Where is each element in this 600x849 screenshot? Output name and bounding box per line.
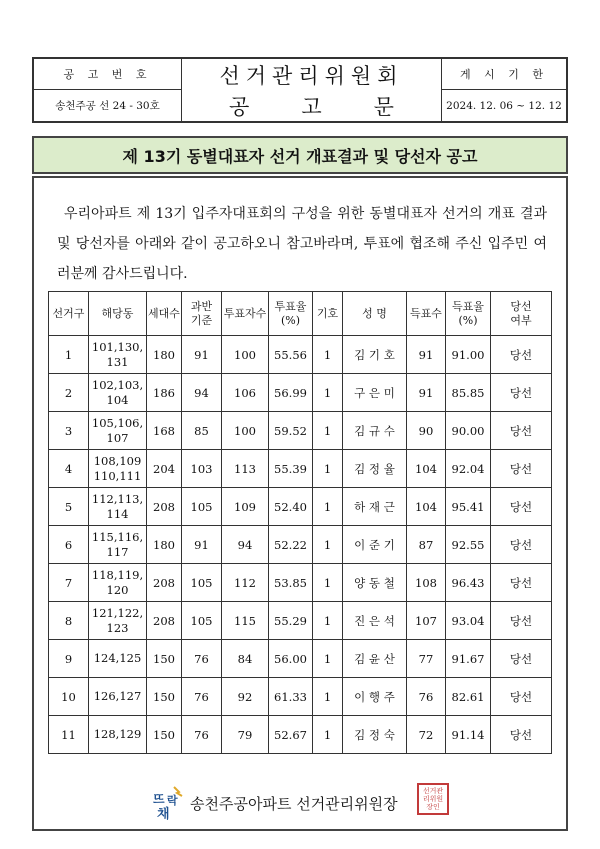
cell-name: 구 은 미 — [343, 374, 407, 412]
cell-result: 당선 — [491, 336, 552, 374]
svg-text:뜨: 뜨 — [153, 792, 165, 806]
apartment-logo-icon — [148, 783, 188, 823]
cell-rate: 92.55 — [446, 526, 491, 564]
cell-district: 10 — [49, 678, 89, 716]
cell-majority: 105 — [182, 564, 222, 602]
cell-dongs: 128,129 — [89, 716, 147, 754]
table-row — [49, 640, 552, 678]
cell-majority: 94 — [182, 374, 222, 412]
cell-majority: 105 — [182, 602, 222, 640]
seal-text: 선거관리위원장인 — [422, 787, 444, 811]
cell-votes: 104 — [407, 450, 446, 488]
cell-district: 2 — [49, 374, 89, 412]
document-type: 공 고 문 — [182, 90, 442, 121]
notice-header — [32, 57, 568, 123]
cell-name: 하 재 근 — [343, 488, 407, 526]
cell-symbol: 1 — [313, 564, 343, 602]
cell-rate: 91.67 — [446, 640, 491, 678]
cell-result: 당선 — [491, 488, 552, 526]
cell-majority: 103 — [182, 450, 222, 488]
table-row — [49, 678, 552, 716]
column-header-households: 세대수 — [147, 292, 182, 336]
column-header-name: 성 명 — [343, 292, 407, 336]
cell-voters: 112 — [222, 564, 269, 602]
cell-turnout: 56.00 — [269, 640, 313, 678]
cell-majority: 76 — [182, 716, 222, 754]
column-header-rate: 득표율 (%) — [446, 292, 491, 336]
cell-result: 당선 — [491, 564, 552, 602]
cell-symbol: 1 — [313, 526, 343, 564]
cell-votes: 107 — [407, 602, 446, 640]
table-body — [49, 336, 552, 754]
notice-number-label: 공 고 번 호 — [34, 59, 182, 90]
column-header-turnout: 투표율 (%) — [269, 292, 313, 336]
cell-majority: 85 — [182, 412, 222, 450]
cell-district: 9 — [49, 640, 89, 678]
cell-name: 이 준 기 — [343, 526, 407, 564]
cell-households: 150 — [147, 716, 182, 754]
cell-name: 양 동 철 — [343, 564, 407, 602]
cell-dongs: 115,116,117 — [89, 526, 147, 564]
column-header-result: 당선 여부 — [491, 292, 552, 336]
cell-result: 당선 — [491, 716, 552, 754]
cell-majority: 91 — [182, 526, 222, 564]
cell-rate: 90.00 — [446, 412, 491, 450]
cell-turnout: 61.33 — [269, 678, 313, 716]
cell-households: 150 — [147, 640, 182, 678]
cell-symbol: 1 — [313, 374, 343, 412]
cell-rate: 93.04 — [446, 602, 491, 640]
cell-votes: 77 — [407, 640, 446, 678]
cell-dongs: 112,113,114 — [89, 488, 147, 526]
cell-voters: 92 — [222, 678, 269, 716]
cell-majority: 105 — [182, 488, 222, 526]
cell-voters: 100 — [222, 412, 269, 450]
cell-rate: 92.04 — [446, 450, 491, 488]
cell-rate: 82.61 — [446, 678, 491, 716]
table-row — [49, 526, 552, 564]
cell-votes: 90 — [407, 412, 446, 450]
cell-rate: 91.00 — [446, 336, 491, 374]
cell-votes: 91 — [407, 374, 446, 412]
cell-votes: 104 — [407, 488, 446, 526]
cell-majority: 91 — [182, 336, 222, 374]
cell-district: 8 — [49, 602, 89, 640]
cell-dongs: 126,127 — [89, 678, 147, 716]
column-header-voters: 투표자수 — [222, 292, 269, 336]
cell-name: 김 기 호 — [343, 336, 407, 374]
cell-symbol: 1 — [313, 678, 343, 716]
cell-name: 김 정 숙 — [343, 716, 407, 754]
notice-number: 송천주공 선 24 - 30호 — [34, 90, 182, 121]
cell-dongs: 101,130,131 — [89, 336, 147, 374]
cell-symbol: 1 — [313, 450, 343, 488]
cell-votes: 108 — [407, 564, 446, 602]
table-row — [49, 336, 552, 374]
cell-symbol: 1 — [313, 602, 343, 640]
cell-votes: 87 — [407, 526, 446, 564]
cell-voters: 100 — [222, 336, 269, 374]
posting-period: 2024. 12. 06 ~ 12. 12 — [446, 99, 562, 112]
cell-result: 당선 — [491, 412, 552, 450]
cell-majority: 76 — [182, 640, 222, 678]
column-header-district: 선거구 — [49, 292, 89, 336]
page-title: 제 13기 동별대표자 선거 개표결과 및 당선자 공고 — [32, 136, 568, 174]
intro-paragraph — [57, 199, 547, 289]
table-row — [49, 488, 552, 526]
cell-district: 4 — [49, 450, 89, 488]
cell-symbol: 1 — [313, 488, 343, 526]
table-row — [49, 450, 552, 488]
cell-households: 180 — [147, 526, 182, 564]
table-row — [49, 602, 552, 640]
column-header-majority: 과반 기준 — [182, 292, 222, 336]
cell-name: 김 규 수 — [343, 412, 407, 450]
cell-turnout: 55.39 — [269, 450, 313, 488]
cell-district: 1 — [49, 336, 89, 374]
cell-voters: 115 — [222, 602, 269, 640]
table-header-row — [49, 292, 552, 336]
cell-district: 3 — [49, 412, 89, 450]
table-row — [49, 412, 552, 450]
cell-symbol: 1 — [313, 412, 343, 450]
cell-votes: 72 — [407, 716, 446, 754]
official-seal-icon — [417, 783, 449, 815]
cell-turnout: 55.56 — [269, 336, 313, 374]
cell-rate: 96.43 — [446, 564, 491, 602]
svg-text:채: 채 — [157, 807, 170, 822]
column-header-dongs: 해당동 — [89, 292, 147, 336]
cell-households: 208 — [147, 488, 182, 526]
cell-turnout: 59.52 — [269, 412, 313, 450]
cell-symbol: 1 — [313, 716, 343, 754]
cell-result: 당선 — [491, 450, 552, 488]
column-header-symbol: 기호 — [313, 292, 343, 336]
cell-dongs: 118,119,120 — [89, 564, 147, 602]
svg-text:락: 락 — [167, 794, 178, 807]
cell-rate: 85.85 — [446, 374, 491, 412]
cell-households: 208 — [147, 602, 182, 640]
cell-votes: 91 — [407, 336, 446, 374]
cell-name: 김 윤 산 — [343, 640, 407, 678]
column-header-votes: 득표수 — [407, 292, 446, 336]
cell-rate: 95.41 — [446, 488, 491, 526]
cell-turnout: 52.22 — [269, 526, 313, 564]
signature-text: 송천주공아파트 선거관리위원장 — [190, 795, 398, 813]
results-table — [48, 291, 552, 754]
table-row — [49, 564, 552, 602]
organization-name: 선거관리위원회 — [182, 59, 442, 90]
cell-turnout: 53.85 — [269, 564, 313, 602]
cell-district: 11 — [49, 716, 89, 754]
posting-period-label: 게 시 기 한 — [442, 59, 566, 90]
cell-district: 7 — [49, 564, 89, 602]
cell-voters: 94 — [222, 526, 269, 564]
cell-dongs: 121,122,123 — [89, 602, 147, 640]
cell-result: 당선 — [491, 526, 552, 564]
cell-turnout: 52.67 — [269, 716, 313, 754]
table-row — [49, 716, 552, 754]
cell-name: 김 정 율 — [343, 450, 407, 488]
cell-voters: 106 — [222, 374, 269, 412]
cell-voters: 109 — [222, 488, 269, 526]
cell-majority: 76 — [182, 678, 222, 716]
cell-result: 당선 — [491, 374, 552, 412]
cell-households: 208 — [147, 564, 182, 602]
cell-households: 204 — [147, 450, 182, 488]
cell-symbol: 1 — [313, 336, 343, 374]
cell-result: 당선 — [491, 678, 552, 716]
cell-turnout: 56.99 — [269, 374, 313, 412]
cell-voters: 113 — [222, 450, 269, 488]
cell-households: 168 — [147, 412, 182, 450]
cell-turnout: 55.29 — [269, 602, 313, 640]
cell-voters: 79 — [222, 716, 269, 754]
table-row — [49, 374, 552, 412]
cell-district: 5 — [49, 488, 89, 526]
cell-households: 180 — [147, 336, 182, 374]
cell-rate: 91.14 — [446, 716, 491, 754]
intro-text: 우리아파트 제 13기 입주자대표회의 구성을 위한 동별대표자 선거의 개표 결과 및 당선자를 아래와 같이 공고하오니 참고바라며, 투표에 협조해 주신 입주민 여러분께 감사드립니다. — [57, 206, 547, 282]
cell-dongs: 124,125 — [89, 640, 147, 678]
cell-dongs: 108,109 110,111 — [89, 450, 147, 488]
cell-name: 이 행 주 — [343, 678, 407, 716]
cell-households: 150 — [147, 678, 182, 716]
cell-turnout: 52.40 — [269, 488, 313, 526]
cell-dongs: 105,106,107 — [89, 412, 147, 450]
cell-votes: 76 — [407, 678, 446, 716]
cell-name: 진 은 석 — [343, 602, 407, 640]
cell-voters: 84 — [222, 640, 269, 678]
cell-result: 당선 — [491, 602, 552, 640]
cell-result: 당선 — [491, 640, 552, 678]
cell-households: 186 — [147, 374, 182, 412]
cell-symbol: 1 — [313, 640, 343, 678]
cell-district: 6 — [49, 526, 89, 564]
cell-dongs: 102,103,104 — [89, 374, 147, 412]
